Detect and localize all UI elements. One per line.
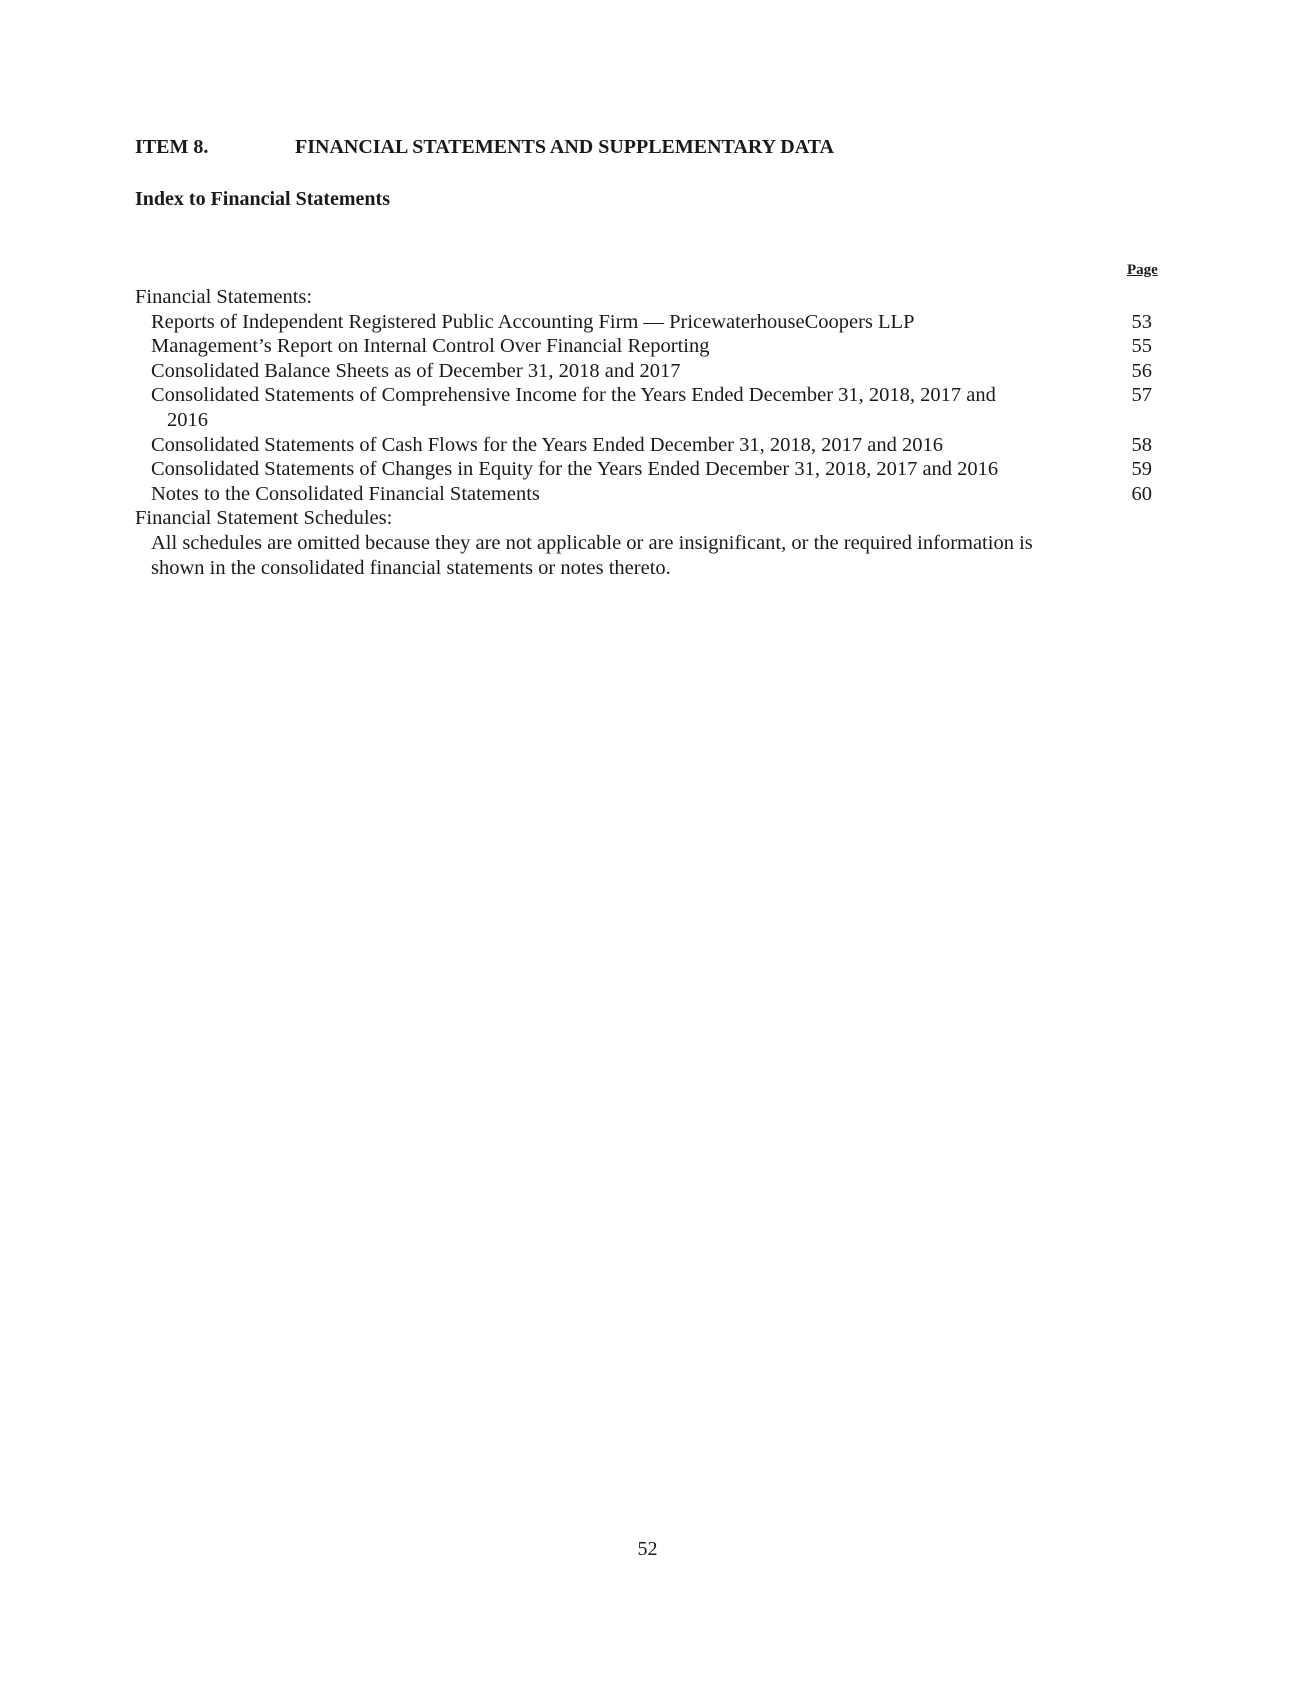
index-subheading: Index to Financial Statements bbox=[135, 188, 390, 210]
entry-title bbox=[151, 359, 1061, 384]
financial-statements-label: Financial Statements: bbox=[135, 286, 313, 308]
entry-page-number: 59 bbox=[1131, 458, 1152, 481]
entry-page-number: 53 bbox=[1131, 310, 1152, 333]
entry-title bbox=[151, 310, 1061, 335]
index-entry bbox=[135, 359, 1158, 384]
index-entry bbox=[135, 383, 1158, 432]
index-entry bbox=[135, 457, 1158, 482]
item-heading bbox=[135, 136, 834, 159]
entry-title-text: Consolidated Balance Sheets as of December 31, 2018 and 2017 bbox=[151, 359, 681, 382]
entry-page-number: 60 bbox=[1131, 482, 1152, 505]
entry-title-text: Consolidated Statements of Changes in Equity for the Years Ended December 31, 2018, 2017 and 2016 bbox=[151, 458, 999, 481]
entry-title-continuation: 2016 bbox=[167, 408, 208, 431]
index-entry bbox=[135, 334, 1158, 359]
item-title: FINANCIAL STATEMENTS AND SUPPLEMENTARY DATA bbox=[295, 136, 834, 158]
entry-title bbox=[151, 482, 1061, 507]
item-number: ITEM 8. bbox=[135, 136, 209, 158]
entry-page-number: 55 bbox=[1131, 335, 1152, 358]
entry-title bbox=[151, 334, 1061, 359]
entry-page-number: 57 bbox=[1131, 384, 1152, 407]
schedules-label: Financial Statement Schedules: bbox=[135, 507, 393, 530]
entry-title bbox=[151, 383, 1061, 432]
entry-title-text: Management’s Report on Internal Control Over Financial Reporting bbox=[151, 335, 710, 358]
entry-title-text: Notes to the Consolidated Financial Statements bbox=[151, 482, 540, 505]
index-entry bbox=[135, 310, 1158, 335]
index-entry bbox=[135, 482, 1158, 507]
entry-title-text: Consolidated Statements of Comprehensive Income for the Years Ended December 31, 2018, 2017 and bbox=[151, 384, 996, 407]
financial-statements-index bbox=[135, 285, 1158, 580]
schedules-note: All schedules are omitted because they are not applicable or are insignificant, or the required information is shown in the consolidated financial statements or notes thereto. bbox=[151, 531, 1033, 579]
entry-title-text: Consolidated Statements of Cash Flows for the Years Ended December 31, 2018, 2017 and 2016 bbox=[151, 433, 943, 456]
entry-page-number: 56 bbox=[1131, 359, 1152, 382]
entry-title-text: Reports of Independent Registered Public Accounting Firm — PricewaterhouseCoopers LLP bbox=[151, 310, 915, 333]
page-column-header: Page bbox=[1127, 262, 1158, 278]
entry-page-number: 58 bbox=[1131, 433, 1152, 456]
page-number: 52 bbox=[637, 1538, 658, 1560]
entry-title bbox=[151, 457, 1061, 482]
entry-title bbox=[151, 433, 1061, 458]
index-entry bbox=[135, 433, 1158, 458]
